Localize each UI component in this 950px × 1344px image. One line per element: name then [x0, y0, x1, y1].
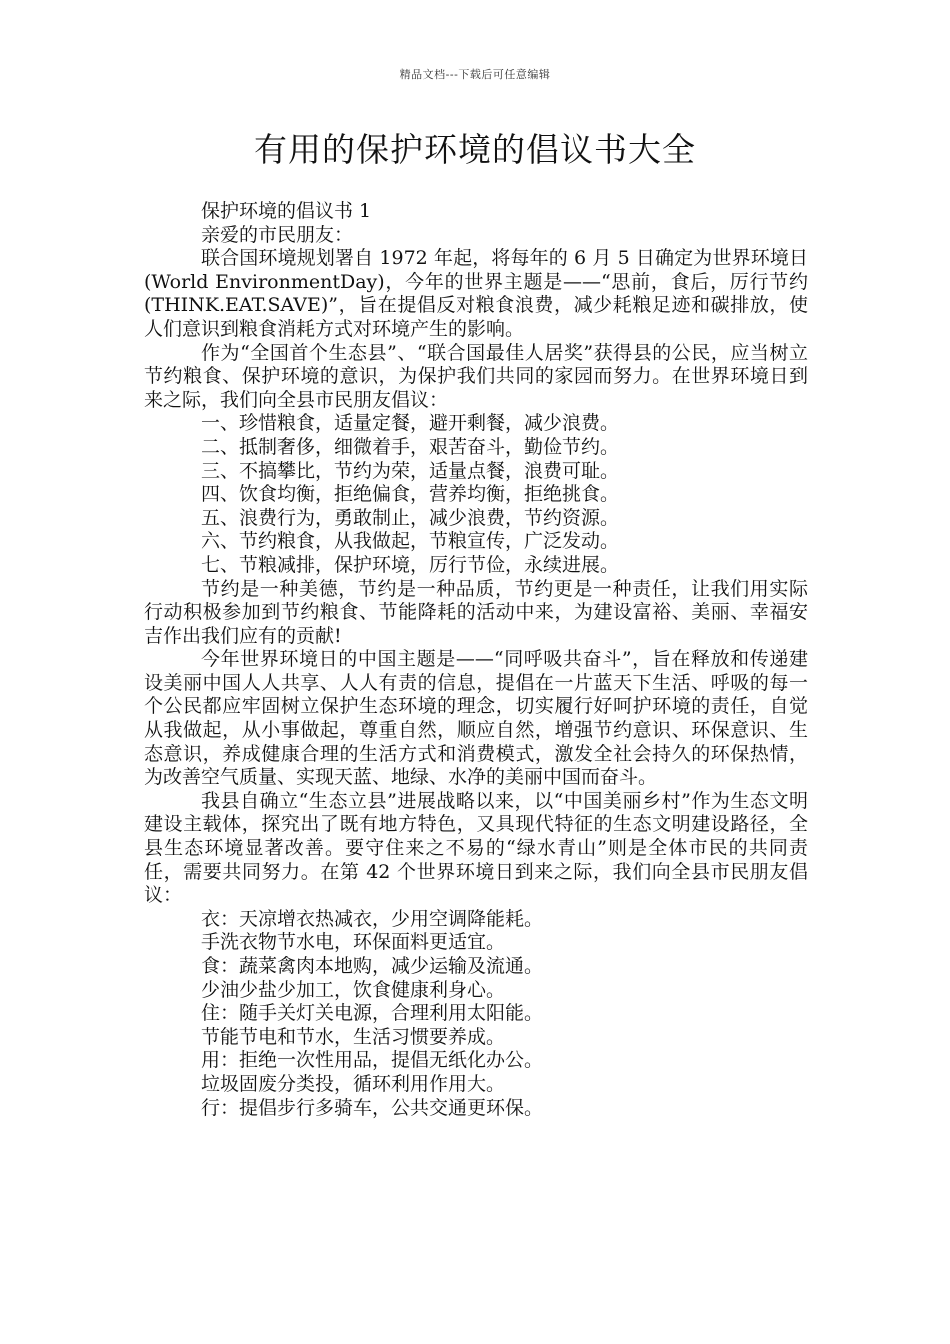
list-item: 衣：天凉增衣热减衣，少用空调降能耗。: [201, 907, 544, 930]
document-body: [144, 200, 808, 1120]
list-item: 用：拒绝一次性用品，提倡无纸化办公。: [201, 1049, 544, 1072]
list-item: 二、抵制奢侈，细微着手，艰苦奋斗，勤俭节约。: [201, 435, 620, 458]
list-item: 行：提倡步行多骑车，公共交通更环保。: [201, 1096, 544, 1119]
paragraph: 我县自确立“生态立县”进展战略以来，以“中国美丽乡村”作为生态文明建设主载体，探究出了既有地方特色，又具现代特征的生态文明建设路径，全县生态环境显著改善。要守住来之不易的“绿水青山”则是全体市民的共同责任，需要共同努力。在第 42 个世界环境日到来之际，我们向全县市民朋友倡议：: [144, 789, 808, 907]
list-item: 手洗衣物节水电，环保面料更适宜。: [201, 931, 506, 954]
list-item: 四、饮食均衡，拒绝偏食，营养均衡，拒绝挑食。: [201, 483, 620, 506]
paragraph: 节约是一种美德，节约是一种品质，节约更是一种责任，让我们用实际行动积极参加到节约粮食、节能降耗的活动中来，为建设富裕、美丽、幸福安吉作出我们应有的贡献!: [144, 577, 808, 647]
paragraph: 联合国环境规划署自 1972 年起，将每年的 6 月 5 日确定为世界环境日(World EnvironmentDay)，今年的世界主题是——“思前，食后，厉行节约(THINK.EAT.SAVE)”，旨在提倡反对粮食浪费，减少耗粮足迹和碳排放，使人们意识到粮食消耗方式对环境产生的影响。: [144, 247, 808, 340]
list-item: 三、不搞攀比，节约为荣，适量点餐，浪费可耻。: [201, 459, 620, 482]
document-title: 有用的保护环境的倡议书大全: [254, 130, 696, 169]
list-item: 少油少盐少加工，饮食健康利身心。: [201, 978, 506, 1001]
list-item: 六、节约粮食，从我做起，节粮宣传，广泛发动。: [201, 530, 620, 553]
list-item: 节能节电和节水，生活习惯要养成。: [201, 1025, 506, 1048]
list-item: 五、浪费行为，勇敢制止，减少浪费，节约资源。: [201, 506, 620, 529]
paragraph: 作为“全国首个生态县”、“联合国最佳人居奖”获得县的公民，应当树立节约粮食、保护环境的意识，为保护我们共同的家园而努力。在世界环境日到来之际，我们向全县市民朋友倡议：: [144, 341, 808, 411]
list-item: 住：随手关灯关电源，合理利用太阳能。: [201, 1002, 544, 1025]
list-item: 垃圾固废分类投，循环利用作用大。: [201, 1072, 506, 1095]
paragraph: 亲爱的市民朋友：: [201, 223, 354, 246]
list-item: 一、珍惜粮食，适量定餐，避开剩餐，减少浪费。: [201, 412, 620, 435]
list-item: 食：蔬菜禽肉本地购，减少运输及流通。: [201, 955, 544, 977]
page-header: 精品文档---下载后可任意编辑: [399, 68, 551, 81]
paragraph: 保护环境的倡议书 1: [201, 200, 372, 222]
paragraph: 今年世界环境日的中国主题是——“同呼吸共奋斗”，旨在释放和传递建设美丽中国人人共享、人人有责的信息，提倡在一片蓝天下生活、呼吸的每一个公民都应牢固树立保护生态环境的理念，切实履行好呵护环境的责任，自觉从我做起，从小事做起，尊重自然，顺应自然，增强节约意识、环保意识、生态意识，养成健康合理的生活方式和消费模式，激发全社会持久的环保热情，为改善空气质量、实现天蓝、地绿、水净的美丽中国而奋斗。: [144, 648, 808, 789]
list-item: 七、节粮减排，保护环境，厉行节俭，永续进展。: [201, 553, 620, 576]
